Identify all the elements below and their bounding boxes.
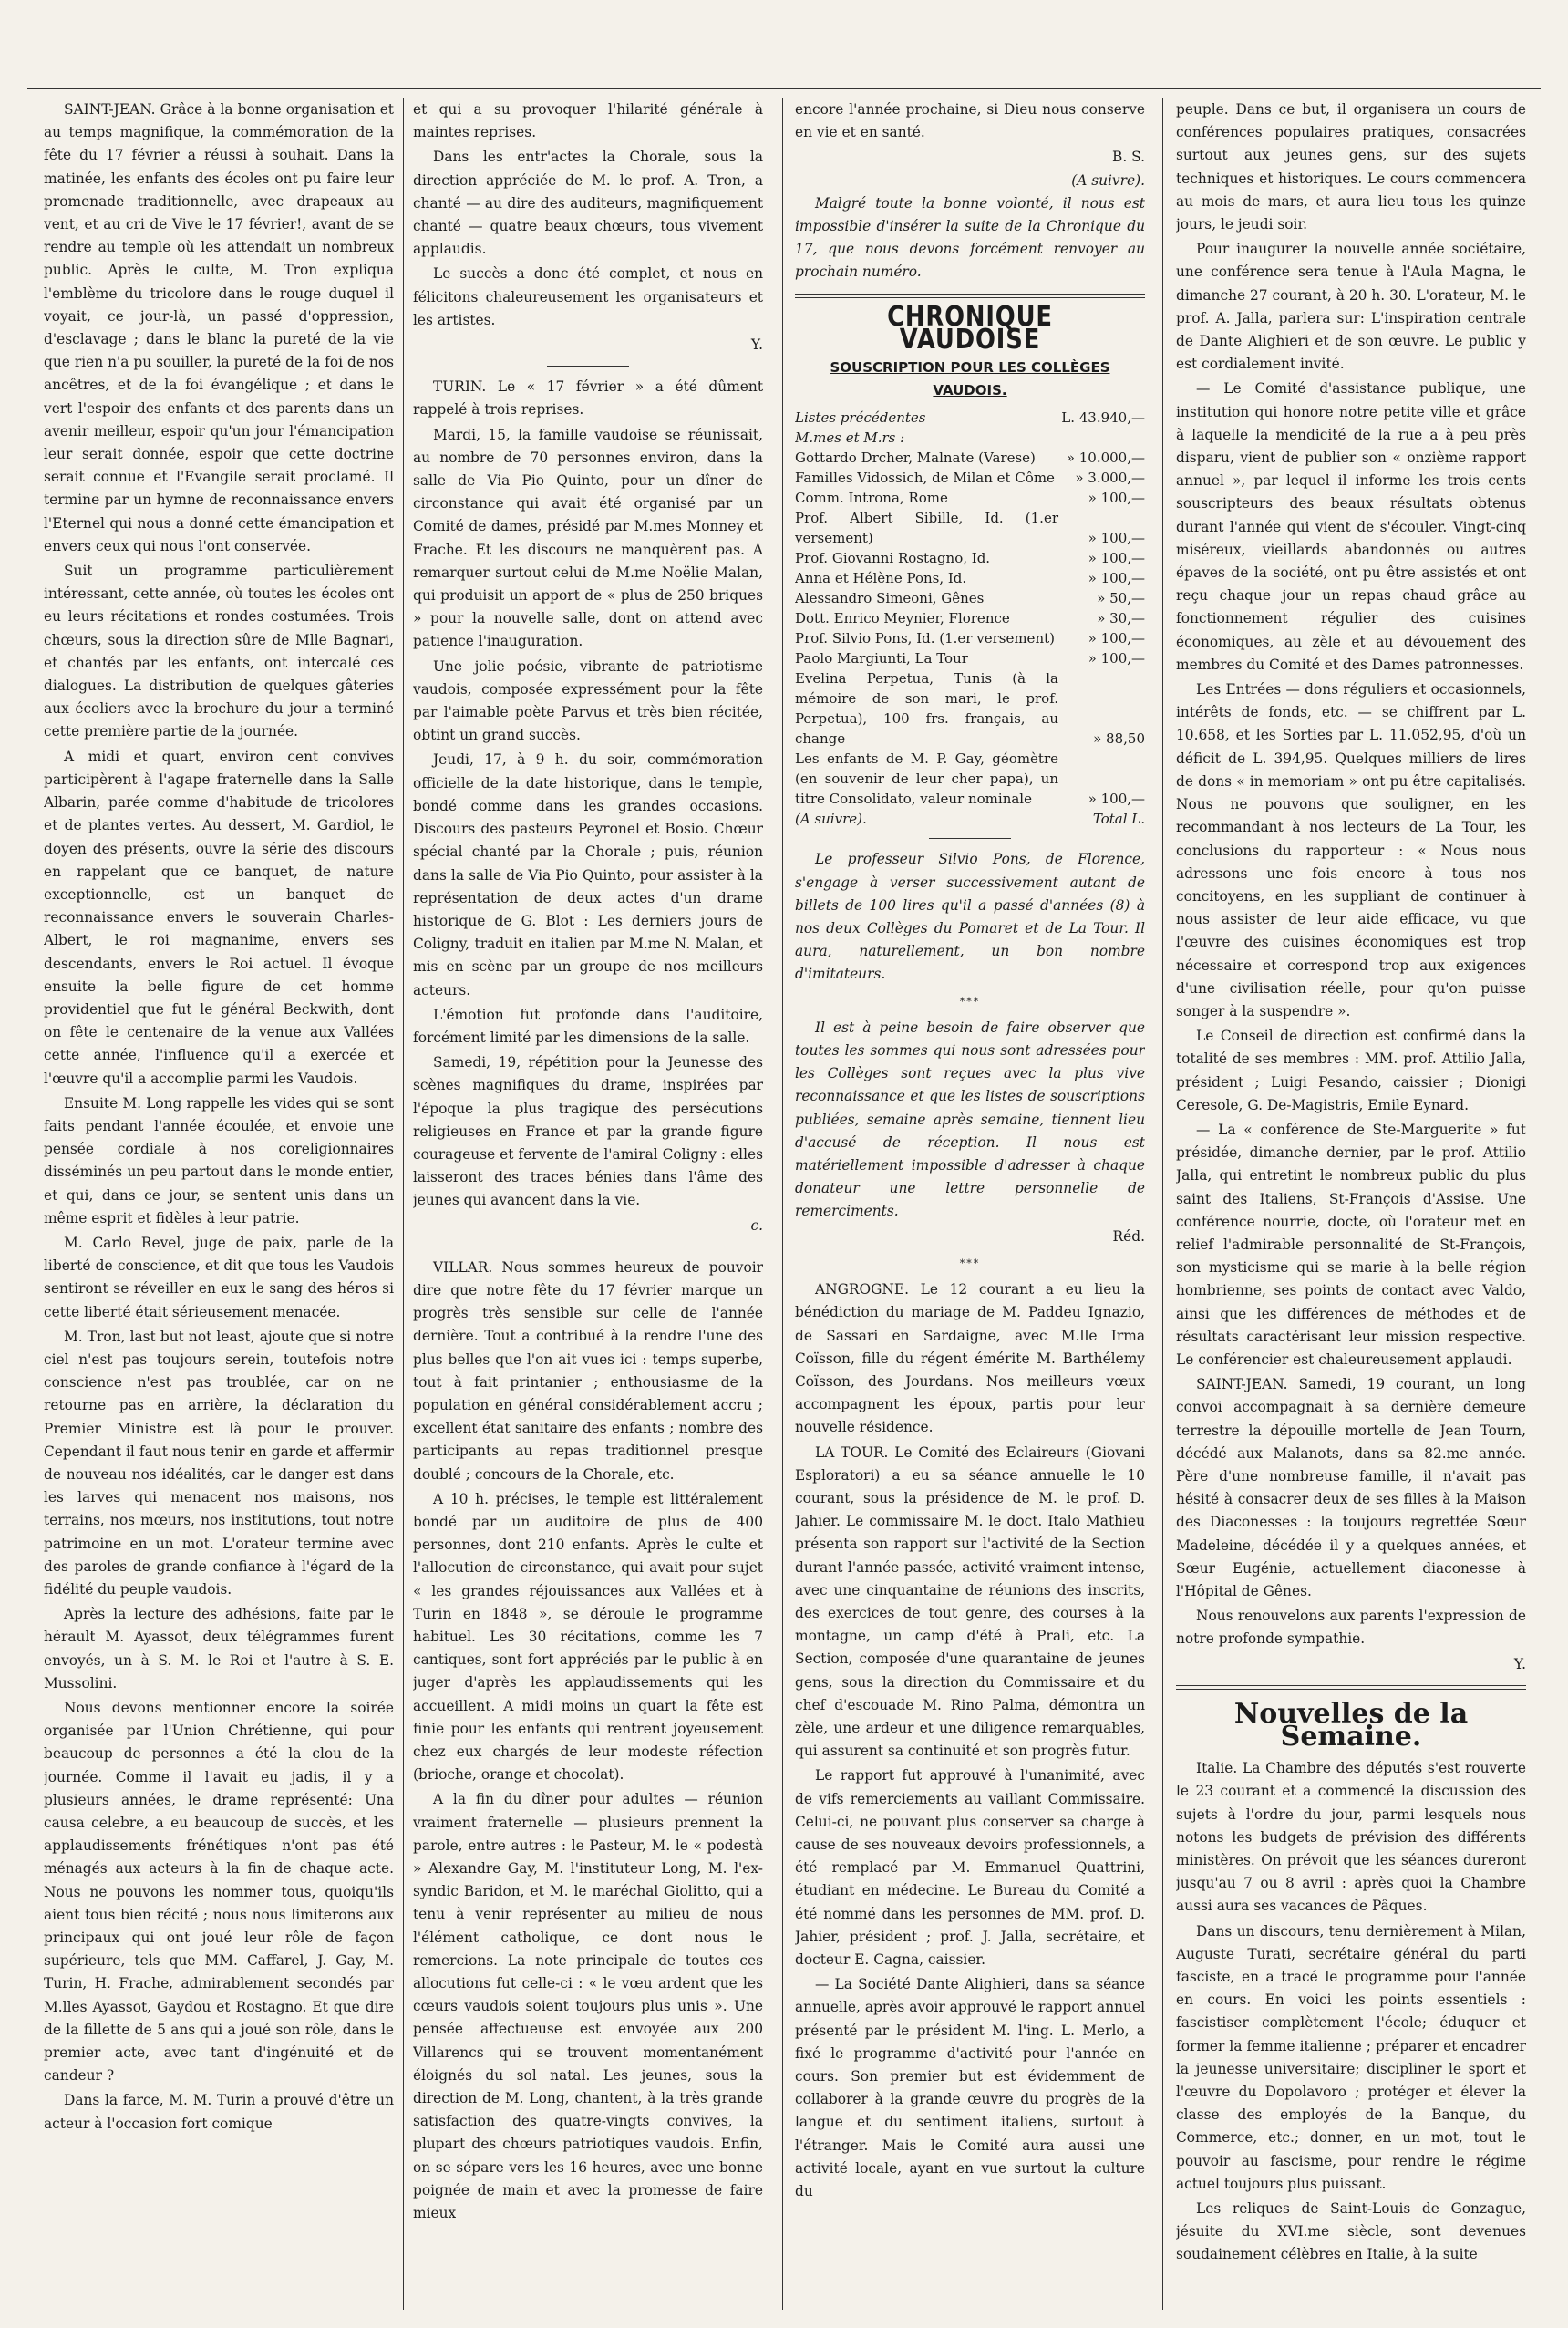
paragraph: — La Société Dante Alighieri, dans sa séance annuelle, après avoir approuvé le rapport annuel présenté par le président M. l'ing. L. Merlo, a fixé le programme d'activité pour l'année en cours. Son premier but est évidemment de collaborer à la grande œuvre du progrès de la langue et du sentiment italiens, surtout à l'étranger. Mais le Comité aura aussi une activité locale, ayant en vue surtout la culture du xyxy=(795,1976,1145,2200)
paragraph: encore l'année prochaine, si Dieu nous conserve en vie et en santé. xyxy=(795,101,1145,141)
subscription-heading: SOUSCRIPTION POUR LES COLLÈGES VAUDOIS. xyxy=(830,359,1110,399)
table-row xyxy=(795,508,1145,548)
signature: Y. xyxy=(1513,1655,1526,1672)
section-heading: Nouvelles de la Semaine. xyxy=(1233,1697,1469,1754)
table-cell: M.mes et M.rs : xyxy=(795,429,905,447)
paragraph: Les reliques de Saint-Louis de Gonzague, jésuite du XVI.me siècle, sont devenues soudainement célèbres en Italie, à la suite xyxy=(1176,2200,1526,2263)
top-rule xyxy=(27,88,1541,89)
table-row xyxy=(795,608,1145,628)
table-cell: Alessandro Simeoni, Gênes xyxy=(795,590,985,607)
table-cell: Paolo Margiunti, La Tour xyxy=(795,650,968,667)
column-3 xyxy=(795,98,1145,2310)
paragraph: Samedi, 19, répétition pour la Jeunesse des scènes magnifiques du drame, inspirées par l'époque la plus tragique des persécutions religieuses en France et par la grande figure courageuse et fervente de l'amiral Coligny : elles laisseront des traces bénies dans l'âme des jeunes qui avancent dans la vie. xyxy=(413,1054,763,1209)
table-row xyxy=(795,408,1145,428)
table-cell: » 100,— xyxy=(1088,570,1145,587)
table-cell: (A suivre). xyxy=(795,811,867,828)
table-row xyxy=(795,568,1145,588)
table-cell: » 10.000,— xyxy=(1066,450,1145,467)
signature: Réd. xyxy=(1112,1227,1145,1245)
column-divider xyxy=(403,98,404,2310)
paragraph: A la fin du dîner pour adultes — réunion vraiment fraternelle — plusieurs prennent la parole, entre autres : le Pasteur, M. le « podestà » Alexandre Gay, M. l'instituteur Long, M. l'ex-syndic Baridon, et M. le maréchal Giolitto, qui a tenu à venir représenter au milieu de nous l'élément catholique, ce dont nous le remercions. La note principale de toutes ces allocutions fut celle-ci : « le vœu ardent que les cœurs vaudois soient toujours plus unis ». Une pensée affectueuse est envoyée aux 200 Villarencs qui se trouvent momentanément éloignés du sol natal. Les jeunes, sous la direction de M. Long, chantent, à la très grande satisfaction des quatre-vingts convives, la plupart des chœurs patriotiques vaudois. Enfin, on se sépare vers les 16 heures, avec une bonne poignée de main et avec la promesse de faire mieux xyxy=(413,1791,763,2222)
column-2 xyxy=(413,98,763,2310)
paragraph: M. Carlo Revel, juge de paix, parle de la liberté de conscience, et dit que tous les Vaudois sentiront se réveiller en eux le sang des héros si cette liberté était sérieusement menacée. xyxy=(44,1234,394,1320)
paragraph: — La « conférence de Ste-Marguerite » fut présidée, dimanche dernier, par le prof. Attilio Jalla, qui entretint le nombreux public du plus saint des Italiens, St-François d'Assise. Une conférence nourrie, docte, où l'orateur met en relief l'admirable personnalité de St-François, son mysticisme qui se marie à la belle région hombrienne, ses points de contact avec Valdo, ainsi que les différences de méthodes et de résultats caractérisant leur mission respective. Le conférencier est chaleureusement applaudi. xyxy=(1176,1121,1526,1368)
paragraph: Dans la farce, M. M. Turin a prouvé d'être un acteur à l'occasion fort comique xyxy=(44,2092,394,2132)
paragraph: Mardi, 15, la famille vaudoise se réunissait, au nombre de 70 personnes environ, dans la salle de Via Pio Quinto, pour un dîner de circonstance qui avait été organisé par un Comité de dames, présidé par M.mes Monney et Frache. Et les discours ne manquèrent pas. A remarquer surtout celui de M.me Noëlie Malan, qui produisit un apport de « plus de 250 briques » pour la nouvelle salle, dont on attend avec patience l'inauguration. xyxy=(413,426,763,650)
table-cell: Les enfants de M. P. Gay, géomètre (en souvenir de leur cher papa), un titre Consolidato, valeur nominale xyxy=(795,750,1058,808)
paragraph: Nous devons mentionner encore la soirée organisée par l'Union Chrétienne, qui pour beaucoup de personnes a été la clou de la journée. Comme il l'avait eu jadis, il y a plusieurs années, le drame représenté: Una causa celebre, a eu beaucoup de succès, et les applaudissements frénétiques n'ont pas été ménagés aux acteurs à la fin de chaque acte. Nous ne pouvons les nommer tous, quoiqu'ils aient tous bien récité ; nous nous limiterons aux principaux qui ont joué leur rôle de façon supérieure, tels que MM. Caffarel, J. Gay, M. Turin, H. Frache, admirablement secondés par M.lles Ayassot, Gaydou et Rostagno. Et que dire de la fillette de 5 ans qui a joué son rôle, dans le premier acte, avec tant d'ingénuité et de candeur ? xyxy=(44,1700,394,2085)
table-row xyxy=(795,548,1145,568)
separator-stars: *** xyxy=(959,995,981,1008)
paragraph: Le professeur Silvio Pons, de Florence, s'engage à verser successivement autant de billets de 100 lires qu'il a passé d'années (8) à nos deux Collèges du Pomaret et de La Tour. Il aura, naturellement, un bon nombre d'imitateurs. xyxy=(795,851,1145,983)
paragraph: peuple. Dans ce but, il organisera un cours de conférences populaires pratiques, consacrées surtout aux jeunes gens, sur des sujets techniques et historiques. Le cours commencera au mois de mars, et aura lieu tous les quinze jours, le jeudi soir. xyxy=(1176,101,1526,233)
column-1 xyxy=(44,98,394,2310)
table-row xyxy=(795,648,1145,668)
paragraph: TURIN. Le « 17 février » a été dûment rappelé à trois reprises. xyxy=(413,378,763,419)
paragraph: Le rapport fut approuvé à l'unanimité, avec de vifs remerciements au vaillant Commissaire. Celui-ci, ne pouvant plus conserver sa charge à cause de ses nouveaux devoirs professionnels, a été remplacé par M. Emmanuel Quattrini, étudiant en médecine. Le Bureau du Comité a été nommé dans les personnes de MM. prof. D. Jahier, président ; prof. J. Jalla, secrétaire, et docteur E. Cagna, caissier. xyxy=(795,1767,1145,1968)
table-cell: Familles Vidossich, de Milan et Côme xyxy=(795,470,1055,487)
table-row xyxy=(795,448,1145,468)
separator xyxy=(1176,1685,1526,1690)
table-cell: Prof. Albert Sibille, Id. (1.er versement) xyxy=(795,510,1058,547)
paragraph: Une jolie poésie, vibrante de patriotisme vaudois, composée expressément pour la fête par l'aimable poète Parvus et très bien récitée, obtint un grand succès. xyxy=(413,657,763,744)
paragraph: Il est à peine besoin de faire observer que toutes les sommes qui nous sont adressées pour les Collèges sont reçues avec la plus vive reconnaissance et que les listes de souscriptions publiées, semaine après semaine, tiennent lieu d'accusé de réception. Il nous est matériellement impossible d'adresser à chaque donateur une lettre personnelle de remerciments. xyxy=(795,1019,1145,1220)
separator-stars: *** xyxy=(959,1257,981,1269)
signature: B. S. xyxy=(1112,149,1145,166)
table-cell: » 100,— xyxy=(1088,530,1145,547)
paragraph: Le Conseil de direction est confirmé dans la totalité de ses membres : MM. prof. Attilio Jalla, président ; Luigi Pesando, caissier ; Dionigi Ceresole, G. De-Magistris, Emile Eynard. xyxy=(1176,1028,1526,1113)
paragraph: Jeudi, 17, à 9 h. du soir, commémoration officielle de la date historique, dans le temple, bondé comme dans les grandes occasions. Discours des pasteurs Peyronel et Bosio. Chœur spécial chanté par la Chorale ; puis, réunion dans la salle de Via Pio Quinto, pour assister à la représentation de deux actes d'un drame historique de G. Blot : Les derniers jours de Coligny, traduit en italien par M.me N. Malan, et mis en scène par un groupe de nos meilleurs acteurs. xyxy=(413,751,763,998)
paragraph: et qui a su provoquer l'hilarité générale à maintes reprises. xyxy=(413,101,763,141)
table-cell: » 88,50 xyxy=(1093,730,1145,748)
table-cell: » 100,— xyxy=(1088,630,1145,647)
table-cell: Evelina Perpetua, Tunis (à la mémoire de son mari, le prof. Perpetua), 100 frs. français, au change xyxy=(795,670,1058,748)
table-row xyxy=(795,668,1145,749)
table-row xyxy=(795,488,1145,508)
table-row xyxy=(795,428,1145,448)
paragraph: A midi et quart, environ cent convives participèrent à l'agape fraternelle dans la Salle Albarin, parée comme d'habitude de tricolores et de plantes vertes. Au dessert, M. Gardiol, le doyen des présents, ouvre la série des discours en rappelant que ce banquet, de nature exceptionnelle, est un banquet de reconnaissance envers le souverain Charles-Albert, le roi magnanime, envers ses descendants, envers le Roi actuel. Il évoque ensuite la belle figure de cet homme providentiel que fut le général Beckwith, dont on fête le centenaire de la venue aux Vallées cette année, l'influence qu'il a exercée et l'œuvre qu'il a accomplie parmi les Vaudois. xyxy=(44,748,394,1087)
table-row xyxy=(795,588,1145,608)
paragraph: L'émotion fut profonde dans l'auditoire, forcément limité par les dimensions de la salle. xyxy=(413,1006,763,1046)
paragraph: M. Tron, last but not least, ajoute que si notre ciel n'est pas toujours serein, toutefois notre conscience n'est pas troublée, car on ne retourne pas en arrière, la déclaration du Premier Ministre est là pour le prouver. Cependant il faut nous tenir en garde et affermir de nouveau nos idéalités, car le danger est dans les larves qui menacent nos maisons, nos terrains, nos mœurs, nos institutions, tout notre patrimoine en un mot. L'orateur termine avec des paroles de grande confiance à l'égard de la fidélité du peuple vaudois. xyxy=(44,1328,394,1598)
table-cell: » 30,— xyxy=(1097,610,1145,627)
table-cell: Anna et Hélène Pons, Id. xyxy=(795,570,967,587)
paragraph: Nous renouvelons aux parents l'expression de notre profonde sympathie. xyxy=(1176,1608,1526,1648)
table-cell: Gottardo Drcher, Malnate (Varese) xyxy=(795,450,1036,467)
table-cell: Listes précédentes xyxy=(795,409,926,427)
paragraph: LA TOUR. Le Comité des Eclaireurs (Giovani Esploratori) a eu sa séance annuelle le 10 courant, sous la présidence de M. le prof. D. Jahier. Le commissaire M. le doct. Italo Mathieu présenta son rapport sur l'activité de la Section durant l'année passée, activité vraiment intense, avec une cinquantaine de réunions des inscrits, des exercices de tout genre, des courses à la montagne, un camp d'été à Prali, etc. La Section, composée d'une quarantaine de jeunes gens, sous la direction du Commissaire et du chef d'escouade M. Rino Palma, démontra un zèle, une ardeur et une diligence remarquables, qui assurent sa continuité et son progrès futur. xyxy=(795,1443,1145,1760)
table-cell: » 100,— xyxy=(1088,550,1145,567)
table-cell: Dott. Enrico Meynier, Florence xyxy=(795,610,1010,627)
paragraph: SAINT-JEAN. Samedi, 19 courant, un long convoi accompagnait à sa dernière demeure terrestre la dépouille mortelle de Jean Tourn, décédé aux Malanots, dans sa 82.me année. Père d'une nombreuse famille, il n'avait pas hésité à consacrer deux de ses filles à la Maison des Diaconesses : la toujours regrettée Sœur Madeleine, décédée il y a quelques années, et Sœur Eugénie, actuellement diaconesse à l'Hôpital de Gênes. xyxy=(1176,1376,1526,1599)
table-cell: Comm. Introna, Rome xyxy=(795,490,948,507)
table-row xyxy=(795,809,1145,829)
separator xyxy=(547,366,629,367)
paragraph: — Le Comité d'assistance publique, une institution qui honore notre petite ville et grâce à laquelle la mendicité de la rue a à peu près disparu, vient de publier son « onzième rapport annuel », par lequel il informe les trois cents souscripteurs des beaux résultats obtenus durant l'année qui vient de s'écouler. Vingt-cinq miséreux, vieillards abandonnés ou autres épaves de la société, ont pu être assistés et ont reçu chaque jour un repas chaud grâce au fonctionnement régulier des cuisines économiques, au zèle et au dévouement des membres du Comité et des Dames patronnesses. xyxy=(1176,380,1526,673)
paragraph: Ensuite M. Long rappelle les vides qui se sont faits pendant l'année écoulée, et envoie une pensée cordiale à nos coreligionnaires disséminés un peu partout dans le monde entier, et qui, dans ce jour, se sentent unis dans un même esprit et fidèles à leur patrie. xyxy=(44,1094,394,1226)
column-4 xyxy=(1176,98,1526,2310)
column-divider xyxy=(782,98,783,2310)
table-cell: Total L. xyxy=(1092,811,1145,828)
paragraph: A 10 h. précises, le temple est littéralement bondé par un auditoire de plus de 400 personnes, dont 210 enfants. Après le culte et l'allocution de circonstance, qui avait pour sujet « les grandes réjouissances aux Vallées et à Turin en 1848 », se déroule le programme habituel. Les 30 récitations, comme les 7 cantiques, sont fort appréciés par le public à en juger d'après les applaudissements qui les accueillent. A midi moins un quart la fête est finie pour les enfants qui rentrent joyeusement chez eux chargés de leur modeste réfection (brioche, orange et chocolat). xyxy=(413,1490,763,1784)
paragraph: Pour inaugurer la nouvelle année sociétaire, une conférence sera tenue à l'Aula Magna, le dimanche 27 courant, à 20 h. 30. L'orateur, M. le prof. A. Jalla, parlera sur: L'inspiration centrale de Dante Alighieri et de son œuvre. Le public y est cordialement invité. xyxy=(1176,241,1526,373)
table-cell: L. 43.940,— xyxy=(1061,409,1145,427)
separator xyxy=(795,294,1145,298)
paragraph: Après la lecture des adhésions, faite par le hérault M. Ayassot, deux télégrammes furent envoyés, un à S. M. le Roi et l'autre à S. E. Mussolini. xyxy=(44,1606,394,1692)
paragraph: Dans un discours, tenu dernièrement à Milan, Auguste Turati, secrétaire général du parti fasciste, en a tracé le programme pour l'année en cours. En voici les points essentiels : fascistiser complètement l'école; éduquer et former la femme italienne ; préparer et encadrer la jeunesse universitaire; discipliner le sport et l'œuvre du Dopolavoro ; protéger et élever la classe des employés de la Banque, du Commerce, etc.; donner, en un mot, tout le pouvoir au fascisme, pour rendre le régime actuel toujours plus puissant. xyxy=(1176,1922,1526,2192)
subscription-table xyxy=(795,408,1145,829)
table-cell: Prof. Giovanni Rostagno, Id. xyxy=(795,550,991,567)
editorial-note: Malgré toute la bonne volonté, il nous est impossible d'insérer la suite de la Chronique du 17, que nous devons forcément renvoyer au prochain numéro. xyxy=(795,194,1145,281)
paragraph: ANGROGNE. Le 12 courant a eu lieu la bénédiction du mariage de M. Paddeu Ignazio, de Sassari en Sardaigne, avec M.lle Irma Coïsson, fille du régent émérite M. Barthélemy Coïsson, des Jourdans. Nos meilleurs vœux accompagnent les époux, partis pour leur nouvelle résidence. xyxy=(795,1281,1145,1436)
section-heading: CHRONIQUE VAUDOISE xyxy=(887,300,1053,356)
paragraph: Suit un programme particulièrement intéressant, cette année, où toutes les écoles ont eu leurs récitations et rondes costumées. Trois chœurs, sous la direction sûre de Mlle Bagnari, et chantés par les enfants, ont intercalé ces dialogues. La distribution de quelques gâteries aux écoliers avec la brochure du jour a terminé cette première partie de la journée. xyxy=(44,563,394,740)
separator xyxy=(929,838,1011,839)
signature: c. xyxy=(750,1216,763,1234)
paragraph: Italie. La Chambre des députés s'est rouverte le 23 courant et a commencé la discussion des sujets à l'ordre du jour, parmi lesquels nous notons les budgets de prévision des différents ministères. On prévoit que les séances dureront jusqu'au 7 ou 8 avril : après quoi la Chambre aussi aura ses vacances de Pâques. xyxy=(1176,1760,1526,1915)
paragraph: SAINT-JEAN. Grâce à la bonne organisation et au temps magnifique, la commémoration de la fête du 17 février a réussi à souhait. Dans la matinée, les enfants des écoles ont pu faire leur promenade traditionnelle, avec drapeaux au vent, et au cri de Vive le 17 février!, avant de se rendre au temple où les attendait un nombreux public. Après le culte, M. Tron expliqua l'emblème du tricolore dans le rouge duquel il voyait, ce jour-là, un passé d'oppression, d'esclavage ; dans le blanc la pureté de la vie que rien n'a pu souiller, la pureté de la foi de nos ancêtres, et de la foi évangélique ; et dans le vert l'espoir des enfants et des parents dans un avenir meilleur, espoir qu'un jour l'émancipation leur serait donnée, espoir que cette doctrine serait connue et l'Evangile serait proclamé. Il termine par un hymne de reconnaissance envers l'Eternel qui nous a donné cette émancipation et envers ceux qui nous l'ont conservée. xyxy=(44,101,394,554)
table-row xyxy=(795,749,1145,809)
to-be-continued: (A suivre). xyxy=(1071,171,1145,189)
table-row xyxy=(795,468,1145,488)
column-divider xyxy=(1162,98,1163,2310)
paragraph: Dans les entr'actes la Chorale, sous la direction appréciée de M. le prof. A. Tron, a chanté — au dire des auditeurs, magnifiquement chanté — quatre beaux chœurs, tous vivement applaudis. xyxy=(413,149,763,258)
table-cell: » 100,— xyxy=(1088,650,1145,667)
table-cell: » 100,— xyxy=(1088,490,1145,507)
table-row xyxy=(795,628,1145,648)
table-cell: » 3.000,— xyxy=(1075,470,1145,487)
paragraph: Les Entrées — dons réguliers et occasionnels, intérêts de fonds, etc. — se chiffrent par L. 10.658, et les Sorties par L. 11.052,95, d'où un déficit de L. 394,95. Quelques milliers de lires de dons « in memoriam » ont pu être capitalisés. Nous ne pouvons que souligner, en les recommandant à nos lecteurs de La Tour, les conclusions du rapporteur : « Nous nous adressons une fois encore à tous nos concitoyens, en les suppliant de continuer à nous assister de leur aide efficace, vu que l'œuvre des cuisines économiques est trop nécessaire et correspond trop aux exigences d'une civilisation réelle, pour qu'on puisse songer à la suspendre ». xyxy=(1176,681,1526,1019)
table-cell: » 100,— xyxy=(1088,791,1145,808)
signature: Y. xyxy=(750,336,763,354)
paragraph: VILLAR. Nous sommes heureux de pouvoir dire que notre fête du 17 février marque un progrès très sensible sur celle de l'année dernière. Tout a contribué à la rendre l'une des plus belles que l'on ait vues ici : temps superbe, tout à fait printanier ; enthousiasme de la population en général considérablement accru ; excellent état sanitaire des enfants ; nombre des participants au repas traditionnel presque doublé ; concours de la Chorale, etc. xyxy=(413,1258,763,1483)
table-cell: Prof. Silvio Pons, Id. (1.er versement) xyxy=(795,630,1055,647)
paragraph: Le succès a donc été complet, et nous en félicitons chaleureusement les organisateurs et les artistes. xyxy=(413,265,763,328)
table-cell: » 50,— xyxy=(1097,590,1145,607)
